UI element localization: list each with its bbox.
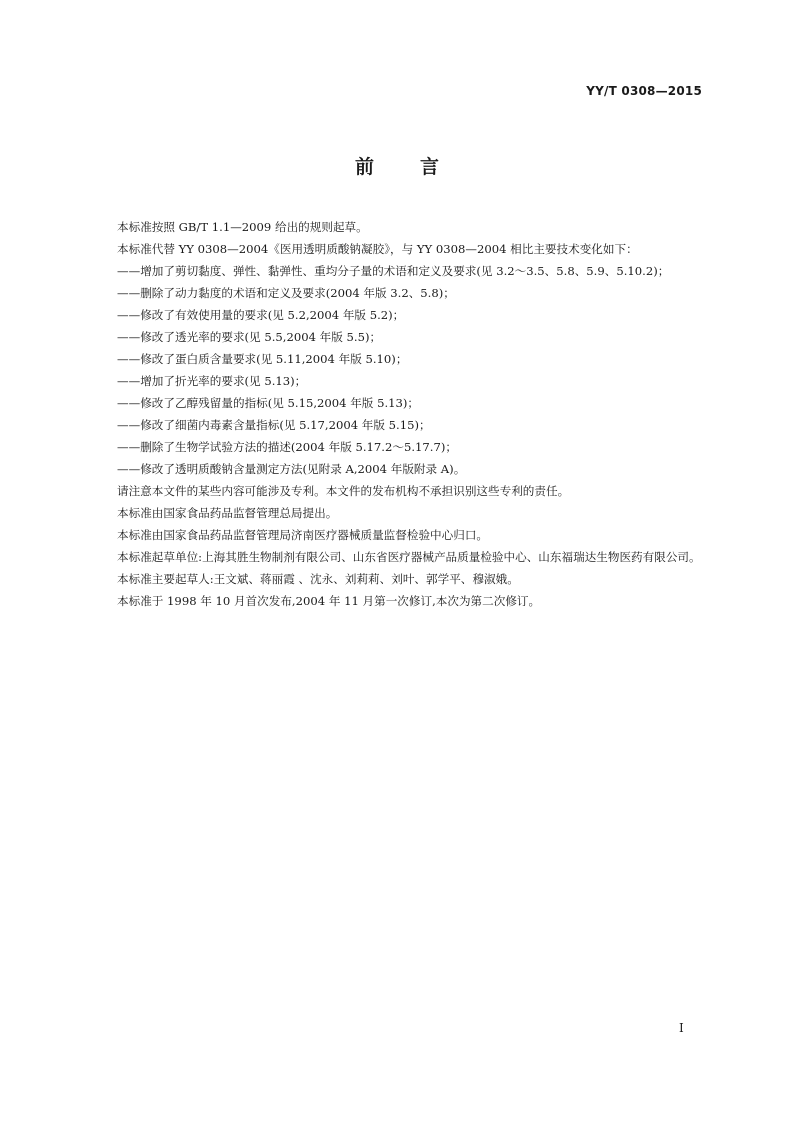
paragraph-drafters: 本标准主要起草人:王文斌、蒋丽霞 、沈永、刘莉莉、刘叶、郭学平、穆淑娥。: [117, 572, 519, 586]
paragraph-drafting-rules: 本标准按照 GB/T 1.1—2009 给出的规则起草。: [117, 220, 368, 234]
standard-number: YY/T 0308—2015: [586, 84, 702, 98]
paragraph-drafting-units: 本标准起草单位:上海其胜生物制剂有限公司、山东省医疗器械产品质量检验中心、山东福瑞达生物医药有限公司。: [117, 550, 701, 564]
change-item-9: ——删除了生物学试验方法的描述(2004 年版 5.17.2～5.17.7)；: [117, 440, 457, 454]
change-item-4: ——修改了透光率的要求(见 5.5,2004 年版 5.5)；: [117, 330, 382, 344]
paragraph-replacement: 本标准代替 YY 0308—2004《医用透明质酸钠凝胶》，与 YY 0308—2004 相比主要技术变化如下：: [117, 242, 638, 256]
page-number: I: [679, 1021, 684, 1035]
paragraph-history: 本标准于 1998 年 10 月首次发布,2004 年 11 月第一次修订,本次为第二次修订。: [117, 594, 541, 608]
change-item-7: ——修改了乙醇残留量的指标(见 5.15,2004 年版 5.13)；: [117, 396, 420, 410]
change-item-6: ——增加了折光率的要求(见 5.13)；: [117, 374, 307, 388]
change-item-1: ——增加了剪切黏度、弹性、黏弹性、重均分子量的术语和定义及要求(见 3.2～3.5、5.8、5.9、5.10.2)；: [117, 264, 670, 278]
page-title: 前言: [354, 156, 485, 178]
paragraph-administrator: 本标准由国家食品药品监督管理局济南医疗器械质量监督检验中心归口。: [117, 528, 489, 542]
paragraph-proposer: 本标准由国家食品药品监督管理总局提出。: [117, 506, 338, 520]
change-item-3: ——修改了有效使用量的要求(见 5.2,2004 年版 5.2)；: [117, 308, 405, 322]
paragraph-patent-notice: 请注意本文件的某些内容可能涉及专利。本文件的发布机构不承担识别这些专利的责任。: [117, 484, 570, 498]
change-item-2: ——删除了动力黏度的术语和定义及要求(2004 年版 3.2、5.8)；: [117, 286, 455, 300]
foreword-body: [117, 216, 703, 612]
change-item-8: ——修改了细菌内毒素含量指标(见 5.17,2004 年版 5.15)；: [117, 418, 431, 432]
change-item-10: ——修改了透明质酸钠含量测定方法(见附录 A,2004 年版附录 A)。: [117, 462, 466, 476]
change-item-5: ——修改了蛋白质含量要求(见 5.11,2004 年版 5.10)；: [117, 352, 408, 366]
